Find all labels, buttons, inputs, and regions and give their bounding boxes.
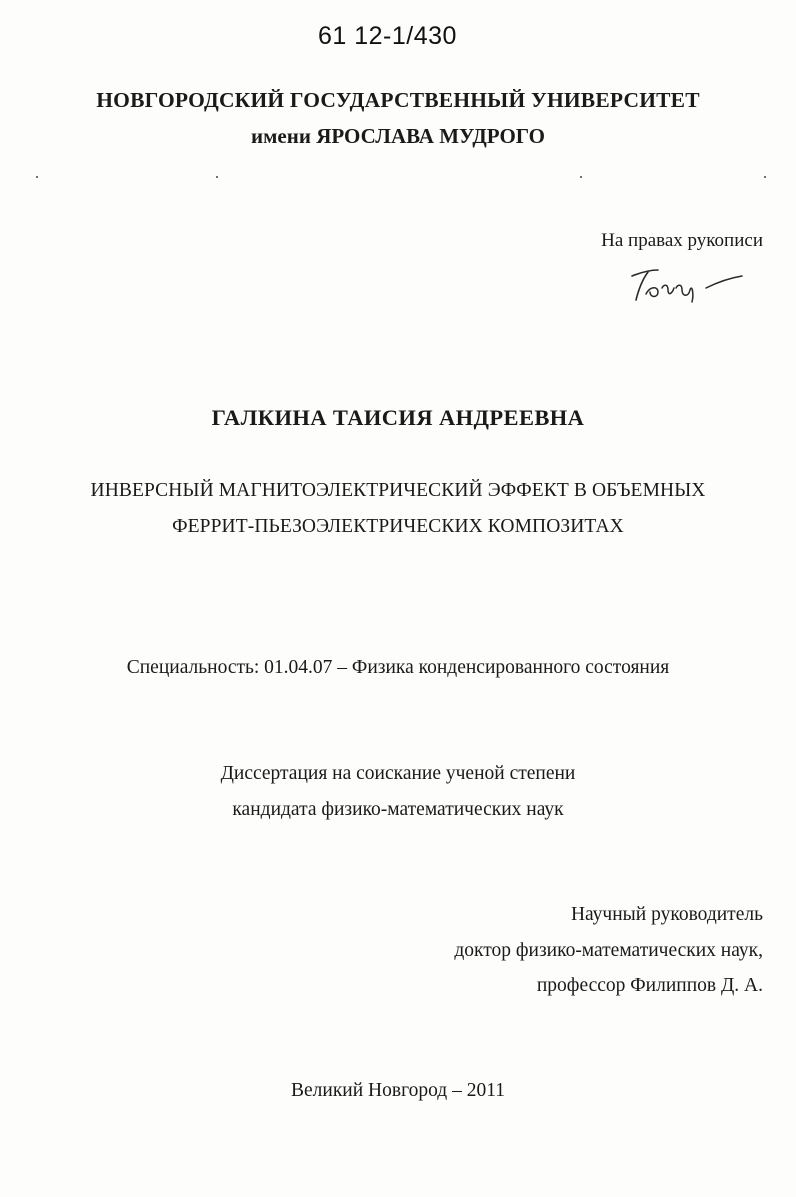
thesis-title-line-1: ИНВЕРСНЫЙ МАГНИТОЭЛЕКТРИЧЕСКИЙ ЭФФЕКТ В ОБЪЕМНЫХ (90, 480, 706, 501)
place-and-year: Великий Новгород – 2011 (291, 1080, 505, 1101)
library-stamp-number: 61 12-1/430 (318, 22, 457, 50)
manuscript-rights-note: На правах рукописи (601, 230, 763, 251)
degree-line-1: Диссертация на соискание ученой степени (220, 763, 576, 784)
university-name: НОВГОРОДСКИЙ ГОСУДАРСТВЕННЫЙ УНИВЕРСИТЕТ (96, 88, 700, 112)
specialty-code: Специальность: 01.04.07 – Физика конденсированного состояния (126, 657, 670, 678)
degree-line-2: кандидата физико-математических наук (232, 799, 564, 820)
handwritten-signature (628, 264, 748, 308)
thesis-title-line-2: ФЕРРИТ-ПЬЕЗОЭЛЕКТРИЧЕСКИХ КОМПОЗИТАХ (172, 516, 624, 537)
advisor-role: Научный руководитель (570, 904, 763, 925)
advisor-title: доктор физико-математических наук, (454, 940, 763, 961)
university-named-after: имени ЯРОСЛАВА МУДРОГО (251, 124, 545, 148)
advisor-name: профессор Филиппов Д. А. (536, 975, 763, 996)
author-name: ГАЛКИНА ТАИСИЯ АНДРЕЕВНА (211, 405, 585, 430)
